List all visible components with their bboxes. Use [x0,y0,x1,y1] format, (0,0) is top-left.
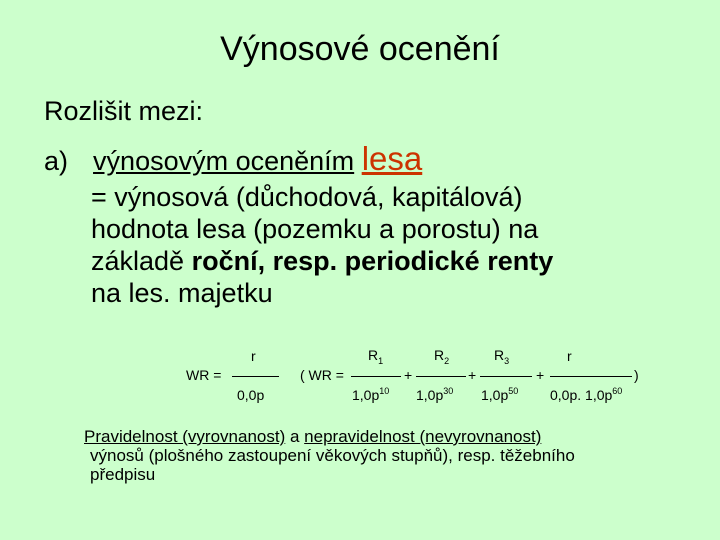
item-a-lead: výnosovým oceněním [93,146,355,176]
note-irregularity: nepravidelnost (nevyrovnanost) [304,427,542,446]
term1-numerator: $R_1$ [368,347,384,366]
term2-fraction-bar [416,376,466,377]
plus-sign-2: + [468,367,477,383]
term3-fraction-bar [480,376,532,377]
note-line2: výnosů (plošného zastoupení věkových stupňů), resp. těžebního [90,446,575,465]
intro-text: Rozlišit mezi: [44,96,204,126]
plus-sign-3: + [536,367,545,383]
term4-fraction-bar [550,376,632,377]
item-a-marker: a) [44,146,69,176]
formula2-lhs: ( WR = [300,367,344,383]
plus-sign-1: + [404,367,413,383]
term3-numerator: $R_3$ [494,347,510,366]
slide-title: Výnosové ocenění [220,30,500,68]
note-regularity: Pravidelnost (vyrovnanost) [84,427,286,446]
formula1-fraction-bar [232,376,279,377]
note-line3: předpisu [90,465,156,484]
note-line1 [84,428,541,446]
formula1-lhs: WR = [186,367,222,383]
term2-numerator: $R_2$ [434,347,450,366]
item-a-line1: = výnosová (důchodová, kapitálová) [91,182,523,212]
item-a-highlight: lesa [361,140,423,177]
note-connector: a [285,427,305,446]
item-a-line [44,140,422,178]
term4-numerator: r [567,348,572,364]
term1-fraction-bar [351,376,401,377]
formula1-denominator: 0,0p [237,387,265,403]
term1-denominator: $1,0p^{10}$ [352,386,390,403]
term4-denominator: 0,0p. $1,0p^{60}$ [550,386,623,403]
item-a-line3-prefix: základě [91,246,185,276]
formula2-close-paren: ) [634,367,639,383]
item-a-line2: hodnota lesa (pozemku a porostu) na [91,214,539,244]
formula1-numerator: r [251,348,256,364]
term3-denominator: $1,0p^{50}$ [481,386,519,403]
item-a-line3-bold: roční, resp. periodické renty [191,246,554,276]
item-a-line4: na les. majetku [91,278,273,308]
term2-denominator: $1,0p^{30}$ [416,386,454,403]
item-a-line3 [91,246,553,277]
